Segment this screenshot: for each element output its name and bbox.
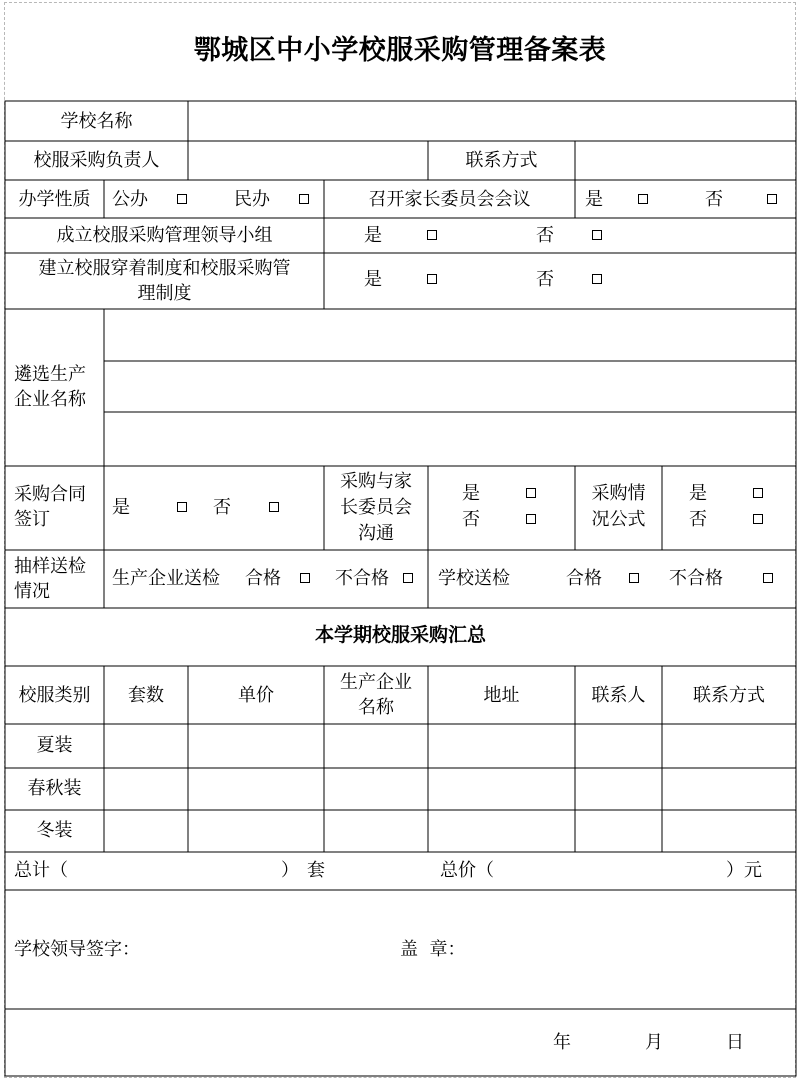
leadership-group-no-label: 否: [536, 225, 554, 246]
communication-yes-label: 是: [462, 483, 480, 504]
contact-label: 联系方式: [465, 150, 538, 171]
system-label-line1: 建立校服穿着制度和校服采购管: [38, 258, 291, 279]
leadership-group-yes-label: 是: [364, 225, 382, 246]
total-price-close: ）元: [726, 860, 762, 881]
communication-label-line1: 采购与家: [340, 471, 412, 492]
header-producer-line2: 名称: [358, 697, 394, 718]
total-price-label: 总价（: [440, 860, 494, 881]
communication-label-line2: 长委员会: [340, 497, 412, 518]
selected-producer-label-line1: 遴选生产: [14, 364, 86, 385]
row-summer-label: 夏装: [36, 735, 73, 756]
system-no-label: 否: [536, 269, 554, 290]
total-label: 总计（: [14, 860, 68, 881]
date-day-label: 日: [726, 1032, 744, 1053]
producer-name-field-2[interactable]: [106, 363, 794, 410]
school-name-label: 学校名称: [60, 111, 133, 132]
contract-yes-label: 是: [112, 497, 130, 518]
header-unit-price: 单价: [238, 685, 274, 706]
private-school-label: 民办: [234, 189, 270, 210]
header-category: 校服类别: [18, 685, 91, 706]
sampling-label-line1: 抽样送检: [14, 556, 86, 577]
system-label-line2: 理制度: [137, 283, 192, 304]
header-contact: 联系方式: [693, 685, 765, 706]
producer-name-field-1[interactable]: [106, 311, 794, 359]
responsible-person-field[interactable]: [190, 143, 426, 178]
communication-label-line3: 沟通: [358, 523, 394, 544]
communication-no-checkbox[interactable]: [526, 514, 536, 524]
producer-pass-checkbox[interactable]: [300, 573, 310, 583]
public-school-checkbox[interactable]: [177, 194, 187, 204]
seal-label: 盖 章：: [400, 939, 466, 960]
contract-no-checkbox[interactable]: [269, 502, 279, 512]
publicity-label-line2: 况公式: [591, 509, 646, 530]
header-producer-line1: 生产企业: [340, 672, 412, 693]
system-no-checkbox[interactable]: [592, 274, 602, 284]
contract-yes-checkbox[interactable]: [177, 502, 187, 512]
leadership-group-yes-checkbox[interactable]: [427, 230, 437, 240]
publicity-yes-label: 是: [689, 483, 707, 504]
producer-fail-checkbox[interactable]: [403, 573, 413, 583]
date-month-label: 月: [645, 1032, 663, 1053]
public-school-label: 公办: [112, 189, 148, 210]
header-address: 地址: [483, 685, 520, 706]
leadership-group-label: 成立校服采购管理领导小组: [56, 225, 273, 246]
parent-meeting-no-checkbox[interactable]: [767, 194, 777, 204]
selected-producer-label-line2: 企业名称: [14, 389, 86, 410]
sampling-label-line2: 情况: [14, 581, 50, 602]
total-close: ）: [281, 860, 299, 881]
summary-heading: 本学期校服采购汇总: [314, 624, 486, 646]
producer-fail-label: 不合格: [335, 568, 389, 589]
publicity-no-checkbox[interactable]: [753, 514, 763, 524]
communication-yes-checkbox[interactable]: [526, 488, 536, 498]
parent-meeting-yes-label: 是: [585, 189, 603, 210]
responsible-person-label: 校服采购负责人: [33, 150, 160, 171]
contract-no-label: 否: [213, 497, 231, 518]
school-inspection-label: 学校送检: [438, 568, 510, 589]
row-spring-autumn-label: 春秋装: [27, 778, 82, 799]
row-winter-label: 冬装: [36, 820, 73, 841]
parent-meeting-label: 召开家长委员会会议: [368, 189, 531, 210]
system-yes-label: 是: [364, 269, 382, 290]
school-fail-label: 不合格: [669, 568, 723, 589]
total-sets-unit: 套: [307, 860, 325, 881]
system-yes-checkbox[interactable]: [427, 274, 437, 284]
communication-no-label: 否: [462, 509, 480, 530]
leadership-group-no-checkbox[interactable]: [592, 230, 602, 240]
school-nature-label: 办学性质: [18, 189, 91, 210]
contact-field[interactable]: [577, 143, 794, 178]
parent-meeting-yes-checkbox[interactable]: [638, 194, 648, 204]
school-pass-label: 合格: [566, 568, 602, 589]
producer-pass-label: 合格: [245, 568, 281, 589]
page-title: 鄂城区中小学校服采购管理备案表: [193, 35, 607, 66]
school-name-field[interactable]: [190, 103, 794, 139]
producer-name-field-3[interactable]: [106, 414, 794, 464]
date-year-label: 年: [553, 1032, 571, 1053]
header-sets: 套数: [128, 685, 164, 706]
school-fail-checkbox[interactable]: [763, 573, 773, 583]
producer-inspection-label: 生产企业送检: [112, 568, 220, 589]
header-contact-person: 联系人: [591, 685, 646, 706]
contract-label-line2: 签订: [14, 509, 50, 530]
leader-signature-label: 学校领导签字：: [14, 939, 140, 960]
publicity-label-line1: 采购情: [591, 483, 646, 504]
school-pass-checkbox[interactable]: [629, 573, 639, 583]
private-school-checkbox[interactable]: [299, 194, 309, 204]
contract-label-line1: 采购合同: [14, 484, 86, 505]
publicity-no-label: 否: [689, 509, 707, 530]
publicity-yes-checkbox[interactable]: [753, 488, 763, 498]
parent-meeting-no-label: 否: [705, 189, 723, 210]
